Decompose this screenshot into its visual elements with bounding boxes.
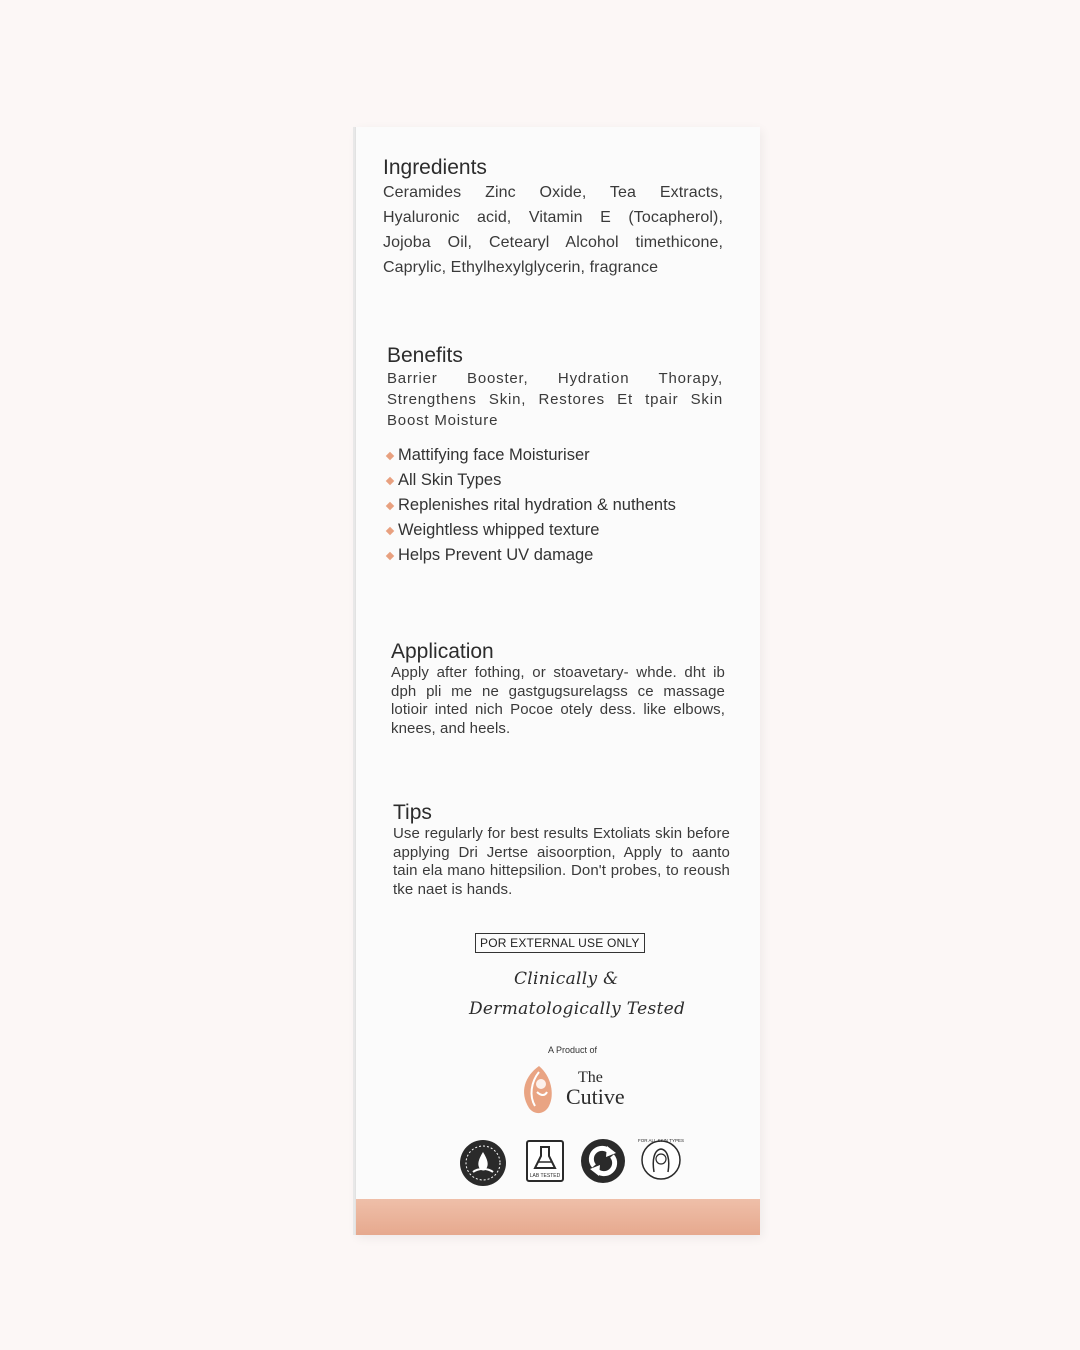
diamond-bullet-icon [386,451,394,459]
clinically-tested-line2: Dermatologically Tested [469,999,686,1019]
brand-name: The Cutive [566,1069,625,1109]
tips-section [393,801,730,899]
lab-tested-icon [526,1140,564,1182]
external-use-label: POR EXTERNAL USE ONLY [475,933,645,953]
application-text: Apply after fothing, or stoavetary- whde. dht ib dph pli me ne gastgugsurelagss ce massage lotioir inted nich Pocoe otely dess. like elbows, knees, and heels. [391,664,725,737]
diamond-bullet-icon [386,526,394,534]
diamond-bullet-icon [386,501,394,509]
product-of-label: A Product of [548,1045,598,1055]
benefits-list [387,443,723,568]
diamond-bullet-icon [386,476,394,484]
benefits-section [387,344,723,568]
ingredients-title: Ingredients [383,156,487,179]
diamond-bullet-icon [386,551,394,559]
cruelty-free-icon [458,1138,508,1188]
clinically-tested-line1: Clinically & [514,969,619,989]
tips-title: Tips [393,801,432,824]
tips-text: Use regularly for best results Extoliats skin before applying Dri Jertse aisoorption, Apply to aanto tain ela mano hittepsilion. Don't probes, to reoush tke naet is hands. [393,825,730,898]
svg-text:LAB TESTED: LAB TESTED [529,1173,561,1179]
benefit-item: All Skin Types [387,468,723,493]
application-section [391,640,725,738]
ingredients-section [383,156,723,280]
badge-row [458,1136,688,1186]
benefit-item: Mattifying face Moisturiser [387,443,723,468]
all-skin-types-icon [638,1136,684,1182]
benefit-item: Weightless whipped texture [387,518,723,543]
benefits-title: Benefits [387,344,463,367]
ingredients-text: Ceramides Zinc Oxide, Tea Extracts, Hyaluronic acid, Vitamin E (Tocapherol), Jojoba Oil, Cetearyl Alcohol timethicone, Caprylic, Ethylhexylglycerin, fragrance [383,184,723,276]
benefit-item: Replenishes rital hydration & nuthents [387,493,723,518]
recycle-icon [580,1138,626,1184]
benefits-text: Barrier Booster, Hydration Thorapy, Strengthens Skin, Restores Et tpair Skin Boost Moisture [387,370,723,429]
svg-text:FOR ALL SKIN TYPES: FOR ALL SKIN TYPES [638,1138,684,1143]
application-title: Application [391,640,494,663]
bottom-color-band [356,1199,760,1235]
benefit-item: Helps Prevent UV damage [387,543,723,568]
brand-leaf-logo-icon [515,1062,563,1116]
